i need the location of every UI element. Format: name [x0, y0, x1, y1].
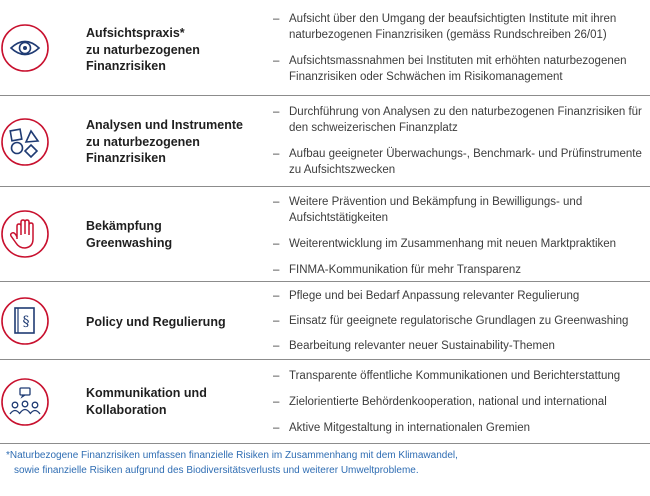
list-item: – Aufbau geeigneter Überwachungs-, Benchmark- und Prüfinstrumente zu Aufsichtszwecken	[273, 146, 645, 178]
table-row	[0, 187, 650, 282]
list-item: – Bearbeitung relevanter neuer Sustainability-Themen	[273, 338, 645, 354]
list-item: – Aktive Mitgestaltung in internationalen Gremien	[273, 420, 645, 436]
table-row	[0, 282, 650, 360]
footnote	[6, 449, 646, 478]
svg-text:§: §	[22, 314, 30, 330]
list-item: – Weitere Prävention und Bekämpfung in Bewilligungs- und Aufsichtstätigkeiten	[273, 194, 645, 226]
list-item: – Aufsichtsmassnahmen bei Instituten mit erhöhten naturbezogenen Finanzrisiken oder Schwächen im Risikomanagement	[273, 53, 645, 85]
list-item: – Transparente öffentliche Kommunikationen und Berichterstattung	[273, 368, 645, 384]
list-item: – Pflege und bei Bedarf Anpassung relevanter Regulierung	[273, 288, 645, 304]
table-row	[0, 0, 650, 96]
table-row	[0, 96, 650, 187]
row-title: Policy und Regulierung	[86, 315, 226, 329]
bullet-list	[273, 104, 645, 178]
law-book-icon	[0, 296, 50, 346]
list-item: – Zielorientierte Behördenkooperation, national und international	[273, 394, 645, 410]
shapes-icon	[0, 117, 50, 167]
bullet-list	[273, 368, 645, 436]
bullet-list	[273, 194, 645, 278]
people-communication-icon	[0, 377, 50, 427]
table-row	[0, 360, 650, 444]
row-title: Aufsichtspraxis* zu naturbezogenen Finanzrisiken	[86, 26, 200, 73]
stop-hand-icon	[0, 209, 50, 259]
row-title: Kommunikation und Kollaboration	[86, 386, 207, 417]
row-title: Bekämpfung Greenwashing	[86, 219, 173, 250]
list-item: – Einsatz für geeignete regulatorische Grundlagen zu Greenwashing	[273, 313, 645, 329]
bullet-list	[273, 11, 645, 85]
footnote-line-1: *Naturbezogene Finanzrisiken umfassen finanzielle Risiken im Zusammenhang mit dem Klimawandel,	[6, 450, 458, 461]
eye-icon	[0, 23, 50, 73]
row-title: Analysen und Instrumente zu naturbezogenen Finanzrisiken	[86, 118, 243, 165]
list-item: – Durchführung von Analysen zu den naturbezogenen Finanzrisiken für den schweizerischen Finanzplatz	[273, 104, 645, 136]
list-item: – Weiterentwicklung im Zusammenhang mit neuen Marktpraktiken	[273, 236, 645, 252]
row-divider	[0, 443, 650, 444]
bullet-list	[273, 288, 645, 354]
footnote-line-2: sowie finanzielle Risiken aufgrund des Biodiversitätsverlusts und weiterer Umweltprobleme.	[14, 464, 419, 476]
list-item: – FINMA-Kommunikation für mehr Transparenz	[273, 262, 645, 278]
list-item: – Aufsicht über den Umgang der beaufsichtigten Institute mit ihren naturbezogenen Finanzrisiken (gemäss Rundschreiben 26/01)	[273, 11, 645, 43]
